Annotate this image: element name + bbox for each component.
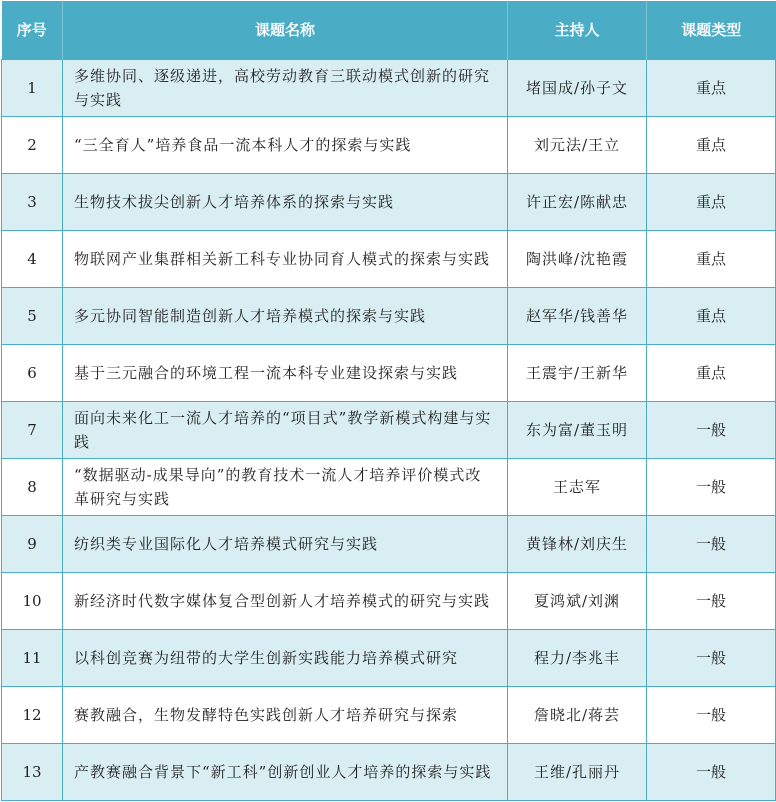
cell-host: 程力/李兆丰 (508, 629, 647, 686)
cell-type: 重点 (647, 230, 776, 287)
cell-type: 一般 (647, 458, 776, 515)
cell-type: 重点 (647, 287, 776, 344)
table-body (2, 59, 776, 800)
cell-title: 物联网产业集群相关新工科专业协同育人模式的探索与实践 (63, 230, 508, 287)
cell-type: 一般 (647, 686, 776, 743)
cell-title: “数据驱动-成果导向”的教育技术一流人才培养评价模式改革研究与实践 (63, 458, 508, 515)
cell-no: 2 (2, 116, 63, 173)
cell-type: 一般 (647, 629, 776, 686)
projects-table (1, 1, 776, 801)
header-no: 序号 (2, 1, 63, 59)
table-row (2, 230, 776, 287)
cell-title: “三全育人”培养食品一流本科人才的探索与实践 (63, 116, 508, 173)
header-type: 课题类型 (647, 1, 776, 59)
cell-title: 新经济时代数字媒体复合型创新人才培养模式的研究与实践 (63, 572, 508, 629)
header-host: 主持人 (508, 1, 647, 59)
table-row (2, 116, 776, 173)
cell-host: 黄锋林/刘庆生 (508, 515, 647, 572)
cell-host: 堵国成/孙子文 (508, 59, 647, 116)
header-title: 课题名称 (63, 1, 508, 59)
cell-no: 13 (2, 743, 63, 800)
table-row (2, 287, 776, 344)
cell-title: 产教赛融合背景下“新工科”创新创业人才培养的探索与实践 (63, 743, 508, 800)
cell-no: 12 (2, 686, 63, 743)
cell-type: 一般 (647, 572, 776, 629)
cell-title: 生物技术拔尖创新人才培养体系的探索与实践 (63, 173, 508, 230)
cell-no: 7 (2, 401, 63, 458)
cell-title: 面向未来化工一流人才培养的“项目式”教学新模式构建与实践 (63, 401, 508, 458)
cell-no: 6 (2, 344, 63, 401)
table-row (2, 401, 776, 458)
cell-no: 10 (2, 572, 63, 629)
cell-type: 一般 (647, 743, 776, 800)
table-row (2, 59, 776, 116)
cell-host: 陶洪峰/沈艳霞 (508, 230, 647, 287)
cell-title: 多元协同智能制造创新人才培养模式的探索与实践 (63, 287, 508, 344)
cell-title: 基于三元融合的环境工程一流本科专业建设探索与实践 (63, 344, 508, 401)
cell-host: 刘元法/王立 (508, 116, 647, 173)
table-row (2, 572, 776, 629)
table-row (2, 344, 776, 401)
table-row (2, 458, 776, 515)
cell-host: 许正宏/陈献忠 (508, 173, 647, 230)
cell-title: 纺织类专业国际化人才培养模式研究与实践 (63, 515, 508, 572)
cell-type: 重点 (647, 173, 776, 230)
cell-host: 詹晓北/蒋芸 (508, 686, 647, 743)
cell-host: 赵军华/钱善华 (508, 287, 647, 344)
cell-no: 8 (2, 458, 63, 515)
cell-type: 重点 (647, 116, 776, 173)
header-row (2, 1, 776, 59)
cell-no: 9 (2, 515, 63, 572)
cell-title: 赛教融合，生物发酵特色实践创新人才培养研究与探索 (63, 686, 508, 743)
table-row (2, 629, 776, 686)
cell-host: 东为富/董玉明 (508, 401, 647, 458)
cell-host: 夏鸿斌/刘渊 (508, 572, 647, 629)
cell-host: 王震宇/王新华 (508, 344, 647, 401)
cell-type: 一般 (647, 401, 776, 458)
cell-no: 3 (2, 173, 63, 230)
table-header (2, 1, 776, 59)
table-row (2, 743, 776, 800)
table-row (2, 173, 776, 230)
cell-host: 王志军 (508, 458, 647, 515)
cell-type: 一般 (647, 515, 776, 572)
cell-no: 5 (2, 287, 63, 344)
cell-type: 重点 (647, 344, 776, 401)
cell-title: 多维协同、逐级递进，高校劳动教育三联动模式创新的研究与实践 (63, 59, 508, 116)
cell-no: 11 (2, 629, 63, 686)
cell-no: 1 (2, 59, 63, 116)
table-row (2, 515, 776, 572)
table-row (2, 686, 776, 743)
cell-title: 以科创竞赛为纽带的大学生创新实践能力培养模式研究 (63, 629, 508, 686)
cell-no: 4 (2, 230, 63, 287)
cell-type: 重点 (647, 59, 776, 116)
cell-host: 王维/孔丽丹 (508, 743, 647, 800)
